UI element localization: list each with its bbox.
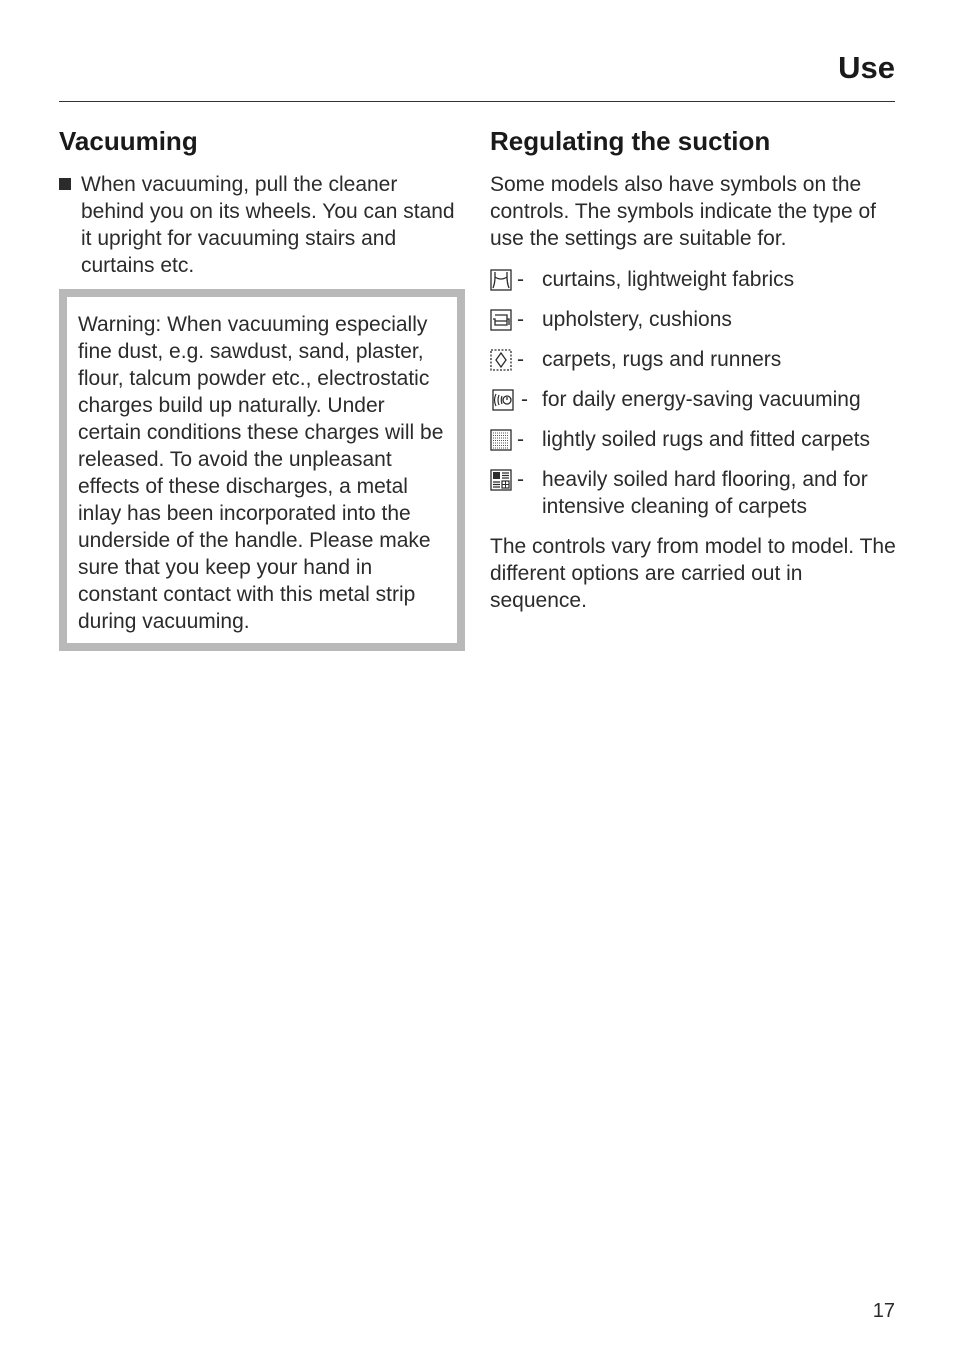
suction-heading: Regulating the suction <box>490 126 771 156</box>
vacuuming-section <box>59 124 465 651</box>
symbol-dash: - <box>517 348 524 371</box>
symbol-row-energy <box>490 386 900 413</box>
symbol-text: upholstery, cushions <box>542 308 732 331</box>
symbol-dash: - <box>517 468 524 491</box>
symbol-text: carpets, rugs and runners <box>542 348 782 371</box>
symbol-row-carpets <box>490 346 900 373</box>
symbol-list <box>490 266 900 520</box>
header-divider <box>59 101 895 102</box>
symbol-text: curtains, lightweight fabrics <box>542 268 795 291</box>
rug-icon <box>490 349 512 371</box>
symbol-dash: - <box>517 268 524 291</box>
armchair-icon <box>490 309 512 331</box>
vacuuming-heading: Vacuuming <box>59 126 198 156</box>
suction-closing: The controls vary from model to model. The different options are carried out in sequence. <box>490 535 896 612</box>
square-bullet-icon <box>59 178 71 190</box>
light-soil-carpet-icon <box>490 429 512 451</box>
vacuuming-bullet-text: When vacuuming, pull the cleaner behind you on its wheels. You can stand it upright for vacuuming stairs and curtains etc. <box>81 173 455 277</box>
suction-section <box>490 124 900 614</box>
symbol-row-heavy-soil <box>490 466 900 520</box>
vacuuming-bullet <box>59 171 465 279</box>
symbol-dash: - <box>517 308 524 331</box>
page-title: Use <box>838 50 895 85</box>
symbol-text: for daily energy-saving vacuuming <box>542 388 861 411</box>
symbol-row-upholstery <box>490 306 900 333</box>
symbol-text: lightly soiled rugs and fitted carpets <box>542 428 871 451</box>
warning-box <box>59 289 465 651</box>
suction-intro: Some models also have symbols on the controls. The symbols indicate the type of use the settings are suitable for. <box>490 173 876 250</box>
symbol-dash: - <box>521 388 528 411</box>
heavy-soil-floor-icon <box>490 469 512 491</box>
curtain-icon <box>490 269 512 291</box>
symbol-dash: - <box>517 428 524 451</box>
symbol-row-curtains <box>490 266 900 293</box>
symbol-text: heavily soiled hard flooring, and for intensive cleaning of carpets <box>542 468 868 518</box>
warning-text: Warning: When vacuuming especially fine dust, e.g. sawdust, sand, plaster, flour, talcum powder etc., electrostatic charges build up naturally. Under certain conditions these charges will be released. To avoid the unpleasant effects of these discharges, a metal inlay has been incorporated into the underside of the handle. Please make sure that you keep your hand in constant contact with this metal strip during vacuuming. <box>78 313 444 633</box>
symbol-row-light-soil <box>490 426 900 453</box>
page-number: 17 <box>872 1300 895 1322</box>
energy-saving-icon <box>490 389 516 411</box>
